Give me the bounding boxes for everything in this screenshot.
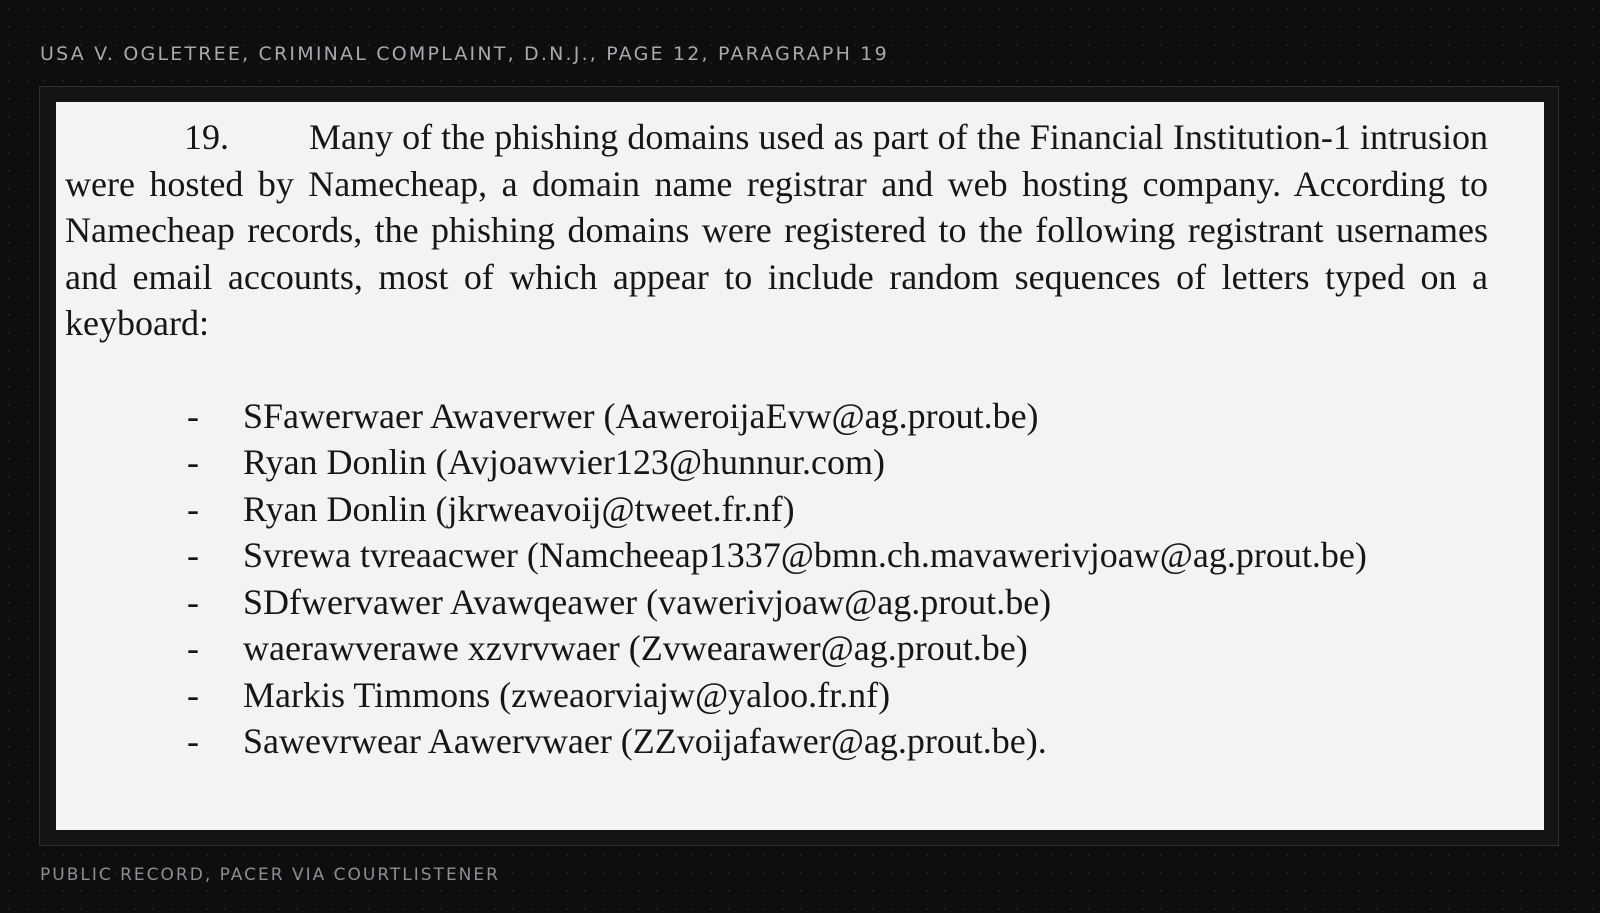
registrant-entry: Sawevrwear Aawervwaer (ZZvoijafawer@ag.prout.be). — [243, 721, 1047, 761]
list-bullet: - — [187, 581, 199, 622]
registrant-entry: SDfwervawer Avawqeawer (vawerivjoaw@ag.prout.be) — [243, 581, 1052, 622]
list-bullet: - — [187, 442, 199, 482]
list-bullet: - — [187, 628, 199, 668]
list-bullet: - — [187, 395, 199, 436]
list-item — [65, 532, 1488, 579]
list-item — [65, 486, 1488, 533]
list-item — [65, 672, 1488, 719]
registrant-entry: Svrewa tvreaacwer (Namcheeap1337@bmn.ch.mavawerivjoaw@ag.prout.be) — [243, 535, 1367, 575]
list-bullet: - — [187, 535, 199, 575]
registrant-entry: Markis Timmons (zweaorviajw@yaloo.fr.nf) — [243, 674, 891, 715]
document-citation-header: USA V. OGLETREE, CRIMINAL COMPLAINT, D.N.J., PAGE 12, PARAGRAPH 19 — [40, 43, 889, 65]
registrant-entry: SFawerwaer Awaverwer (AaweroijaEvw@ag.prout.be) — [243, 395, 1039, 436]
list-bullet: - — [187, 488, 199, 529]
paragraph-text: Many of the phishing domains used as part of the Financial Institution-1 intrusion were hosted by Namecheap, a domain name registrar and web hosting company. According to Namecheap records, the phishing domains were registered to the following registrant usernames and email accounts, most of which appear to include random sequences of letters typed on a keyboard: — [65, 117, 1488, 343]
list-item — [65, 439, 1488, 486]
registrant-entry: waerawverawe xzvrvwaer (Zvwearawer@ag.prout.be) — [243, 628, 1028, 668]
source-footer: PUBLIC RECORD, PACER VIA COURTLISTENER — [40, 865, 500, 885]
paragraph-number: 19. — [184, 117, 229, 157]
list-bullet: - — [187, 721, 199, 761]
list-item — [65, 393, 1488, 440]
list-bullet: - — [187, 674, 199, 715]
list-item — [65, 718, 1488, 765]
list-item — [65, 579, 1488, 626]
registrant-entry: Ryan Donlin (Avjoawvier123@hunnur.com) — [243, 442, 885, 482]
document-excerpt — [56, 102, 1544, 830]
registrant-entry: Ryan Donlin (jkrweavoij@tweet.fr.nf) — [243, 488, 795, 529]
paragraph-19 — [65, 114, 1488, 347]
list-item — [65, 625, 1488, 672]
registrant-list — [65, 393, 1488, 765]
